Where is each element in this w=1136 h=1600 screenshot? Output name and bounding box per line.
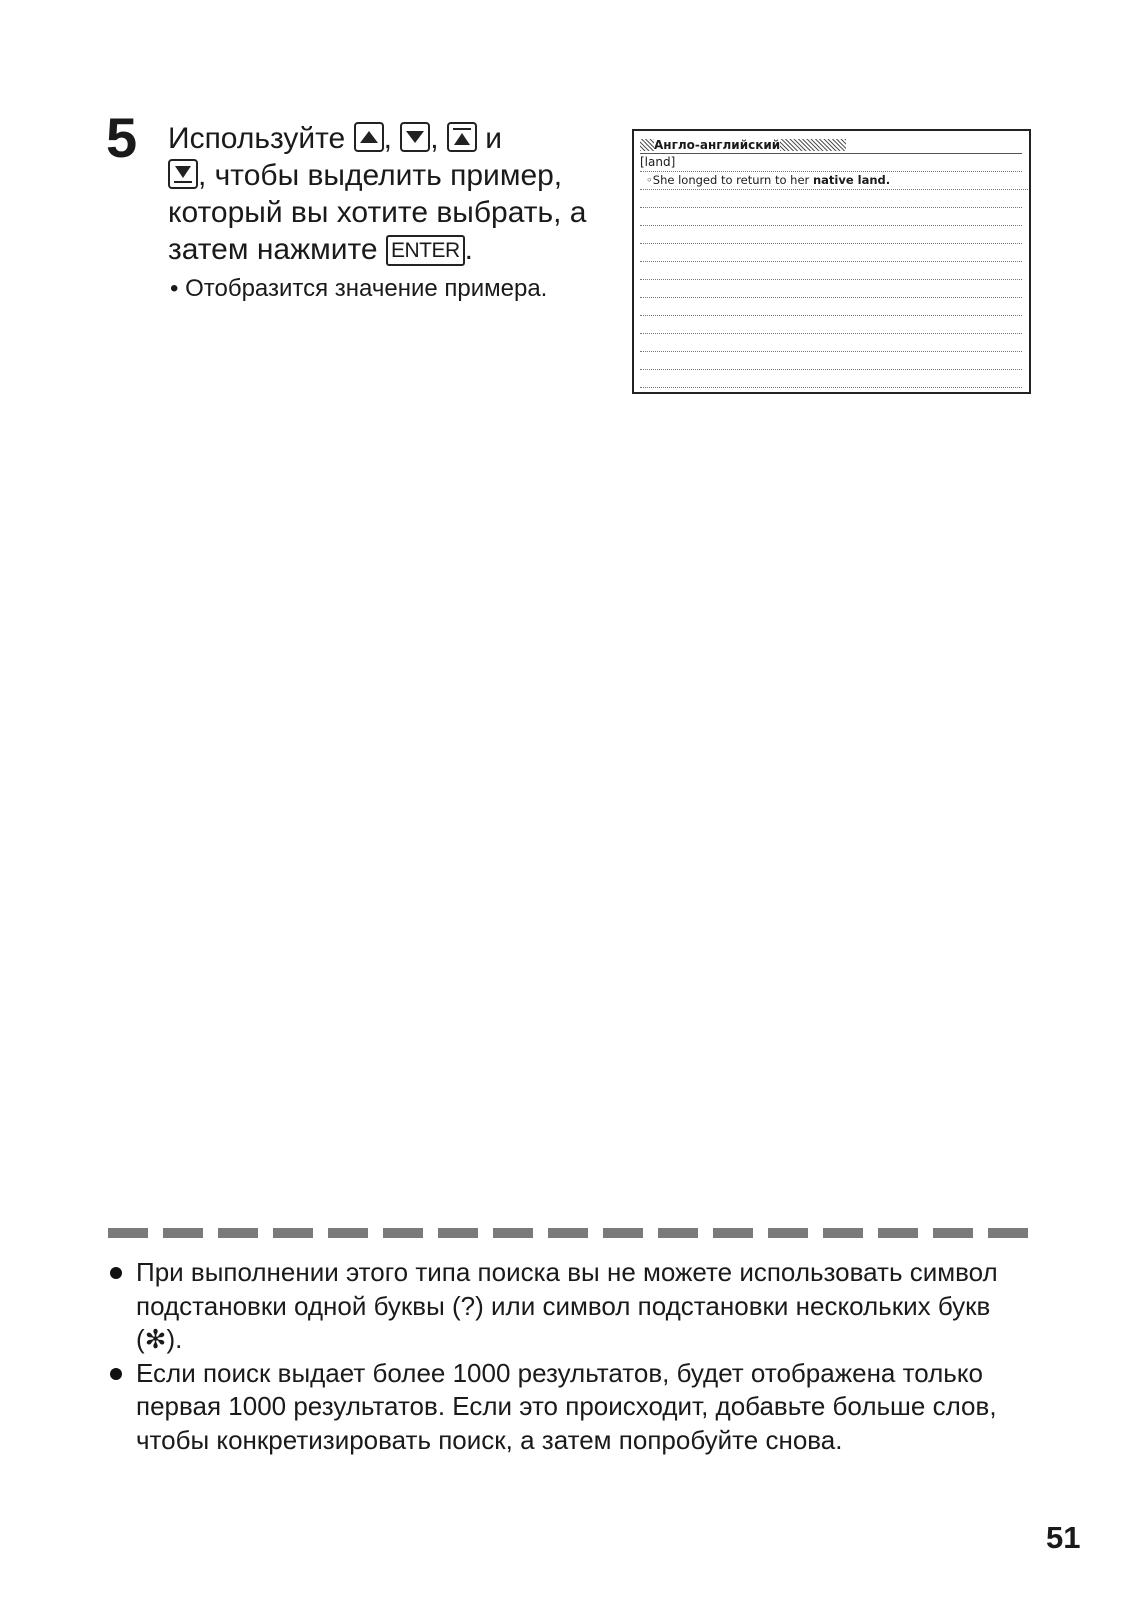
screen-title-bar [640, 137, 1022, 154]
note-text: При выполнении этого типа поиска вы не можете использовать символ подстановки одной буквы (?) или символ подстановки нескольких букв (✻). [136, 1257, 998, 1354]
step-line-4 [168, 231, 608, 268]
up-key-icon [354, 122, 384, 152]
bullet-icon [110, 1368, 122, 1380]
dictionary-name: Англо-английский [654, 138, 781, 152]
comma: , [383, 122, 392, 155]
hatch-pattern [780, 139, 846, 151]
step-line-1 [168, 120, 608, 157]
empty-line [640, 370, 1022, 388]
empty-line [640, 208, 1022, 226]
empty-line [640, 226, 1022, 244]
note-text: Если поиск выдает более 1000 результатов, будет отображена только первая 1000 результатов. Если это происходит, добавьте больше слов, чтобы конкретизировать поиск, а затем попробуйте снова. [136, 1357, 997, 1455]
device-screen [632, 129, 1031, 394]
page-down-key-icon [168, 159, 198, 189]
hatch-pattern [640, 139, 654, 151]
notes-list [110, 1256, 1030, 1457]
step-note [170, 274, 547, 304]
example-marker: ◦ [646, 173, 653, 187]
empty-line [640, 334, 1022, 352]
step-text-use: Используйте [168, 122, 346, 155]
empty-line [640, 262, 1022, 280]
enter-key: ENTER [386, 235, 465, 266]
period: . [464, 233, 473, 266]
bullet: • [170, 275, 179, 302]
step-text-and: и [485, 122, 503, 155]
note-item [110, 1357, 1030, 1458]
step-note-text: Отобразится значение примера. [185, 275, 548, 302]
page-up-key-icon [447, 122, 477, 152]
empty-line [640, 190, 1022, 208]
note-item [110, 1256, 1030, 1357]
step-line-2 [168, 157, 608, 194]
bullet-icon [110, 1267, 122, 1279]
step-text-press: затем нажмите [168, 233, 378, 266]
empty-line [640, 280, 1022, 298]
empty-line [640, 352, 1022, 370]
step-number: 5 [106, 106, 138, 169]
empty-line [640, 298, 1022, 316]
down-key-icon [400, 122, 430, 152]
example-text: She longed to return to her [652, 173, 813, 187]
example-line[interactable] [640, 172, 1028, 190]
empty-line [640, 244, 1022, 262]
step-instructions [168, 120, 608, 268]
comma: , [430, 122, 439, 155]
empty-line [640, 316, 1022, 334]
headword-line [640, 154, 1022, 172]
example-highlight: native land. [812, 173, 891, 187]
headword: [land] [640, 155, 676, 169]
step-line-3: который вы хотите выбрать, а [168, 196, 587, 229]
dashed-divider [108, 1228, 1030, 1238]
step-text-select: , чтобы выделить пример, [198, 159, 563, 192]
page-number: 51 [1046, 1520, 1081, 1555]
